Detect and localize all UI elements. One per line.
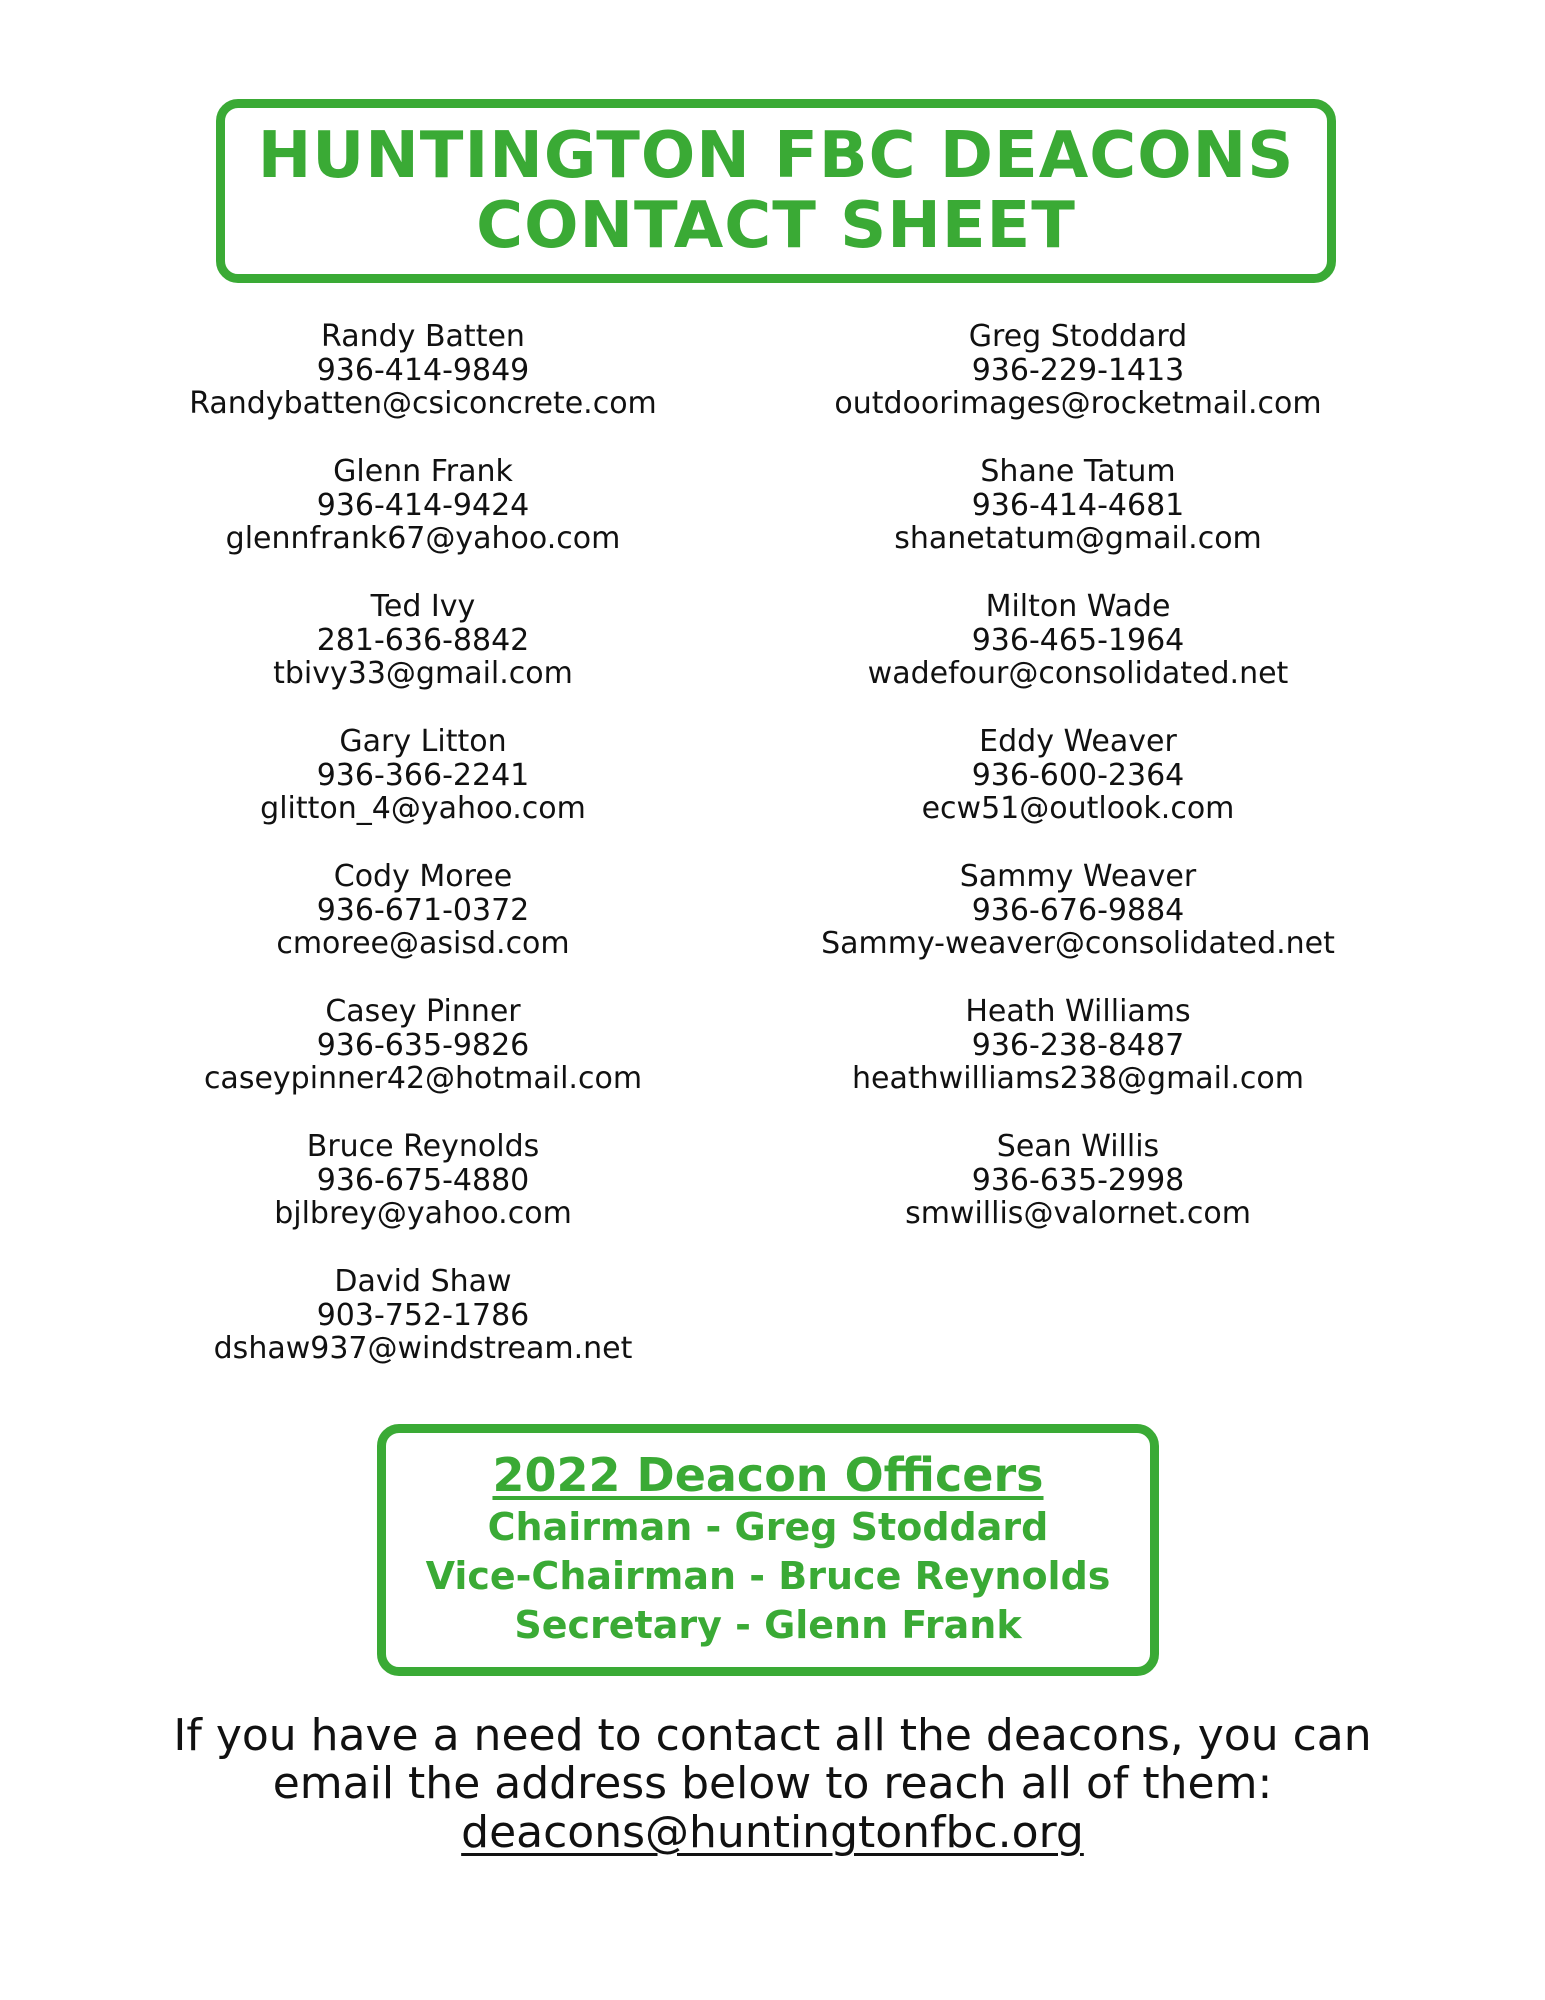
contact-phone: 936-414-9424 bbox=[316, 487, 530, 523]
contact-phone: 936-635-2998 bbox=[971, 1162, 1185, 1198]
contact-name: Randy Batten bbox=[321, 319, 525, 354]
contact-phone: 936-229-1413 bbox=[971, 352, 1185, 388]
contact-email: heathwilliams238@gmail.com bbox=[852, 1061, 1304, 1096]
contact-email: tbivy33@gmail.com bbox=[273, 656, 573, 691]
contact-phone: 281-636-8842 bbox=[316, 622, 530, 658]
contact-phone: 936-635-9826 bbox=[316, 1027, 530, 1063]
contact-name: Sean Willis bbox=[996, 1129, 1160, 1164]
contact-card bbox=[273, 590, 573, 725]
contact-email: wadefour@consolidated.net bbox=[867, 656, 1289, 691]
contact-email: cmoree@asisd.com bbox=[276, 926, 570, 961]
footer-text-line-2: email the address below to reach all of them: bbox=[272, 1758, 1273, 1809]
officer-secretary: Secretary - Glenn Frank bbox=[514, 1603, 1022, 1647]
contact-name: David Shaw bbox=[334, 1264, 512, 1299]
contact-name: Bruce Reynolds bbox=[306, 1129, 540, 1164]
contact-phone: 936-671-0372 bbox=[316, 892, 530, 928]
contact-name: Gary Litton bbox=[339, 724, 507, 759]
contact-card bbox=[274, 1130, 572, 1265]
contact-card bbox=[214, 1265, 633, 1400]
contact-name: Ted Ivy bbox=[370, 589, 476, 624]
contact-card bbox=[852, 995, 1304, 1130]
contact-email: smwillis@valornet.com bbox=[905, 1196, 1251, 1231]
page-title-line-2: CONTACT SHEET bbox=[476, 189, 1076, 263]
contact-card bbox=[868, 590, 1289, 725]
contact-card bbox=[894, 455, 1262, 590]
contact-phone: 936-238-8487 bbox=[971, 1027, 1185, 1063]
group-email-link[interactable]: deacons@huntingtonfbc.org bbox=[461, 1807, 1084, 1858]
contact-card bbox=[905, 1130, 1251, 1265]
contact-name: Sammy Weaver bbox=[959, 859, 1197, 894]
contact-name: Shane Tatum bbox=[980, 454, 1176, 489]
contact-card bbox=[260, 725, 586, 860]
contacts-right-column bbox=[738, 320, 1418, 1265]
contact-email: dshaw937@windstream.net bbox=[213, 1331, 633, 1366]
contact-email: ecw51@outlook.com bbox=[921, 791, 1235, 826]
contact-email: Sammy-weaver@consolidated.net bbox=[821, 926, 1335, 961]
contact-card bbox=[922, 725, 1235, 860]
contact-card bbox=[834, 320, 1321, 455]
contacts-left-column bbox=[83, 320, 763, 1400]
contact-phone: 936-366-2241 bbox=[316, 757, 530, 793]
contact-phone: 936-414-4681 bbox=[971, 487, 1185, 523]
contact-name: Milton Wade bbox=[985, 589, 1171, 624]
contact-email: bjlbrey@yahoo.com bbox=[274, 1196, 572, 1231]
contact-card bbox=[226, 455, 621, 590]
title-box bbox=[216, 99, 1336, 283]
contact-name: Eddy Weaver bbox=[979, 724, 1177, 759]
contact-card bbox=[821, 860, 1335, 995]
contact-card bbox=[204, 995, 642, 1130]
contact-name: Cody Moree bbox=[333, 859, 513, 894]
contact-phone: 936-465-1964 bbox=[971, 622, 1185, 658]
contact-name: Heath Williams bbox=[965, 994, 1191, 1029]
footer-text-line-1: If you have a need to contact all the deacons, you can bbox=[173, 1710, 1372, 1761]
contact-email: glitton_4@yahoo.com bbox=[260, 791, 586, 826]
contact-card bbox=[276, 860, 569, 995]
contact-email: caseypinner42@hotmail.com bbox=[203, 1061, 643, 1096]
contact-email: glennfrank67@yahoo.com bbox=[225, 521, 621, 556]
contact-name: Casey Pinner bbox=[325, 994, 521, 1029]
contact-phone: 936-675-4880 bbox=[316, 1162, 530, 1198]
contact-email: outdoorimages@rocketmail.com bbox=[834, 386, 1322, 421]
contact-email: Randybatten@csiconcrete.com bbox=[189, 386, 657, 421]
contact-card bbox=[189, 320, 657, 455]
contact-name: Greg Stoddard bbox=[968, 319, 1188, 354]
officer-chairman: Chairman - Greg Stoddard bbox=[487, 1505, 1049, 1549]
officers-box bbox=[377, 1424, 1159, 1676]
contact-name: Glenn Frank bbox=[333, 454, 513, 489]
officers-heading: 2022 Deacon Officers bbox=[492, 1448, 1044, 1502]
footer-note bbox=[0, 1712, 1545, 1858]
contact-phone: 903-752-1786 bbox=[316, 1297, 530, 1333]
officer-vice-chairman: Vice-Chairman - Bruce Reynolds bbox=[425, 1554, 1111, 1598]
page-title-line-1: HUNTINGTON FBC DEACONS bbox=[257, 119, 1295, 193]
contact-phone: 936-414-9849 bbox=[316, 352, 530, 388]
contact-phone: 936-600-2364 bbox=[971, 757, 1185, 793]
contact-phone: 936-676-9884 bbox=[971, 892, 1185, 928]
contact-email: shanetatum@gmail.com bbox=[894, 521, 1262, 556]
